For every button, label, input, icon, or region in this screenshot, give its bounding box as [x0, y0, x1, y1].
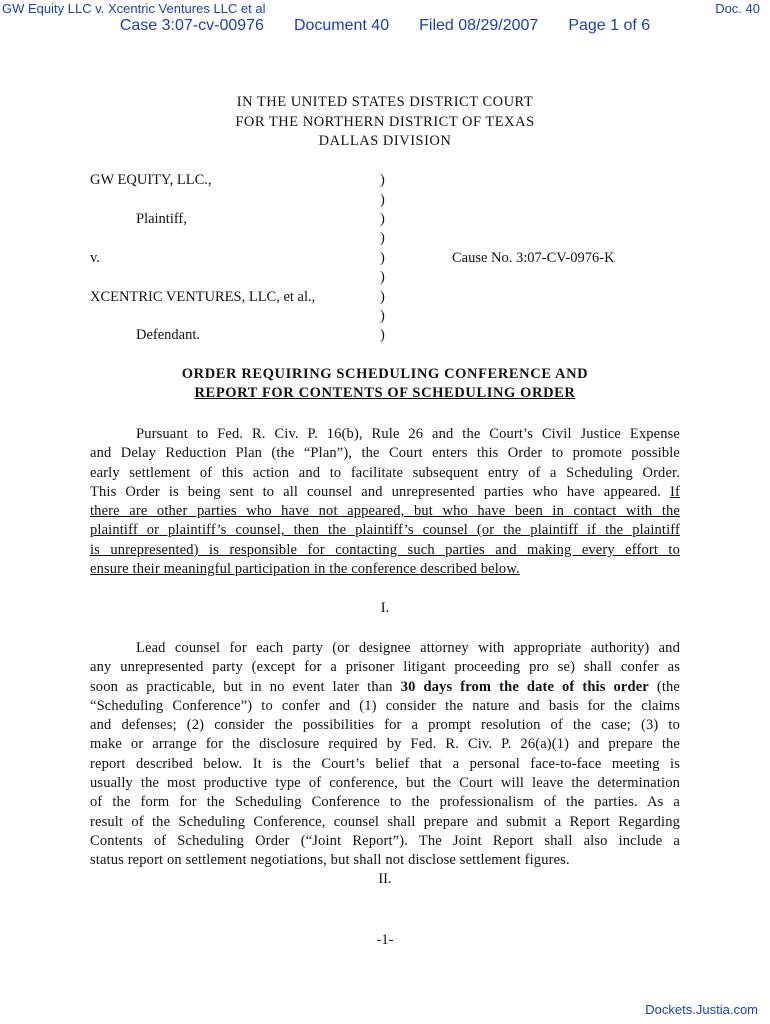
case-title-link[interactable]: GW Equity LLC v. Xcentric Ventures LLC et al	[2, 1, 266, 16]
court-name: IN THE UNITED STATES DISTRICT COURT	[236, 94, 534, 110]
paragraph-line-underlined: is unrepresented) is responsible for contacting such parties and making every effort to	[90, 541, 680, 558]
paragraph-text: This Order is being sent to all counsel and unrepresented parties who have appeared.	[90, 483, 662, 500]
defendant-role: Defendant.	[136, 327, 201, 343]
stamp-page: Page 1 of 6	[568, 17, 651, 34]
caption-paren: )	[380, 230, 385, 246]
stamp-document: Document 40	[293, 17, 390, 34]
ecf-header-stamp	[0, 17, 770, 35]
paragraph-line-underlined: plaintiff or plaintiff’s counsel, then the plaintiff’s counsel (or the plaintiff if the plaintiff	[90, 522, 680, 539]
caption-paren: )	[380, 308, 385, 324]
stamp-filed: Filed 08/29/2007	[419, 17, 539, 34]
plaintiff-role: Plaintiff,	[136, 211, 187, 227]
deadline-bold-text: 30 days from the date of this order	[400, 678, 649, 695]
paragraph-line: make or arrange for the disclosure required by Fed. R. Civ. P. 26(a)(1) and prepare the	[90, 736, 680, 753]
page-number: -1-	[376, 932, 394, 948]
paragraph-line: result of the Scheduling Conference, counsel shall prepare and submit a Report Regarding	[90, 813, 680, 830]
underlined-text: ensure their meaningful participation in the conference described below.	[90, 561, 520, 578]
defendant-name: XCENTRIC VENTURES, LLC, et al.,	[90, 289, 316, 305]
plaintiff-name: GW EQUITY, LLC.,	[90, 172, 212, 188]
court-division: DALLAS DIVISION	[318, 133, 452, 149]
paragraph-line: and defenses; (2) consider the possibilities for a prompt resolution of the case; (3) to	[90, 717, 680, 734]
paragraph-line: Contents of Scheduling Order (“Joint Report”). The Joint Report shall also include a	[90, 832, 680, 849]
section-heading-one: I.	[380, 600, 390, 616]
caption-paren: )	[380, 211, 385, 227]
paragraph-text: (the	[656, 678, 680, 695]
order-title-line1: ORDER REQUIRING SCHEDULING CONFERENCE AND	[181, 366, 589, 382]
doc-number-link[interactable]: Doc. 40	[715, 1, 760, 16]
caption-paren: )	[380, 172, 385, 188]
paragraph-line: Pursuant to Fed. R. Civ. P. 16(b), Rule 26 and the Court’s Civil Justice Expense	[136, 426, 680, 442]
caption-paren: )	[380, 250, 385, 266]
paragraph-line-underlined: there are other parties who have not appeared, but who have been in contact with the	[90, 503, 680, 520]
paragraph-line: status report on settlement negotiations, but shall not disclose settlement figures.	[90, 852, 570, 869]
paragraph-line	[90, 678, 680, 697]
paragraph-line: report described below. It is the Court’s belief that a personal face-to-face meeting is	[90, 755, 680, 772]
caption-paren: )	[380, 327, 385, 343]
section-heading-two: II.	[378, 871, 392, 887]
paragraph-line	[90, 483, 680, 502]
justia-footer-link[interactable]: Dockets.Justia.com	[645, 1002, 758, 1017]
paragraph-line: and Delay Reduction Plan (the “Plan”), the Court enters this Order to promote possible	[90, 445, 680, 462]
caption-paren: )	[380, 192, 385, 208]
paragraph-line-underlined	[90, 560, 680, 579]
caption-paren: )	[380, 269, 385, 285]
paragraph-intro	[90, 425, 680, 579]
paragraph-line: Lead counsel for each party (or designee attorney with appropriate authority) and	[136, 640, 680, 656]
caption-paren: )	[380, 289, 385, 305]
order-title-line2-text: REPORT FOR CONTENTS OF SCHEDULING ORDER	[194, 385, 576, 401]
paragraph-line: “Scheduling Conference”) to confer and (1) consider the nature and basis for the claims	[90, 697, 680, 714]
paragraph-text: soon as practicable, but in no event later than	[90, 678, 393, 695]
court-district: FOR THE NORTHERN DISTRICT OF TEXAS	[235, 114, 535, 130]
order-title-line2	[0, 385, 770, 402]
stamp-case: Case 3:07-cv-00976	[119, 17, 264, 34]
versus: v.	[90, 250, 100, 266]
paragraph-line: of the form for the Scheduling Conference to the professionalism of the parties. As a	[90, 794, 680, 811]
paragraph-line: usually the most productive type of conference, but the Court will leave the determination	[90, 775, 680, 792]
underlined-text: If	[670, 483, 680, 500]
paragraph-line: early settlement of this action and to facilitate subsequent entry of a Scheduling Order.	[90, 464, 680, 481]
cause-number: Cause No. 3:07-CV-0976-K	[452, 250, 615, 266]
paragraph-line: any unrepresented party (except for a prisoner litigant proceeding pro se) shall confer as	[90, 659, 680, 676]
paragraph-conference	[90, 639, 680, 871]
